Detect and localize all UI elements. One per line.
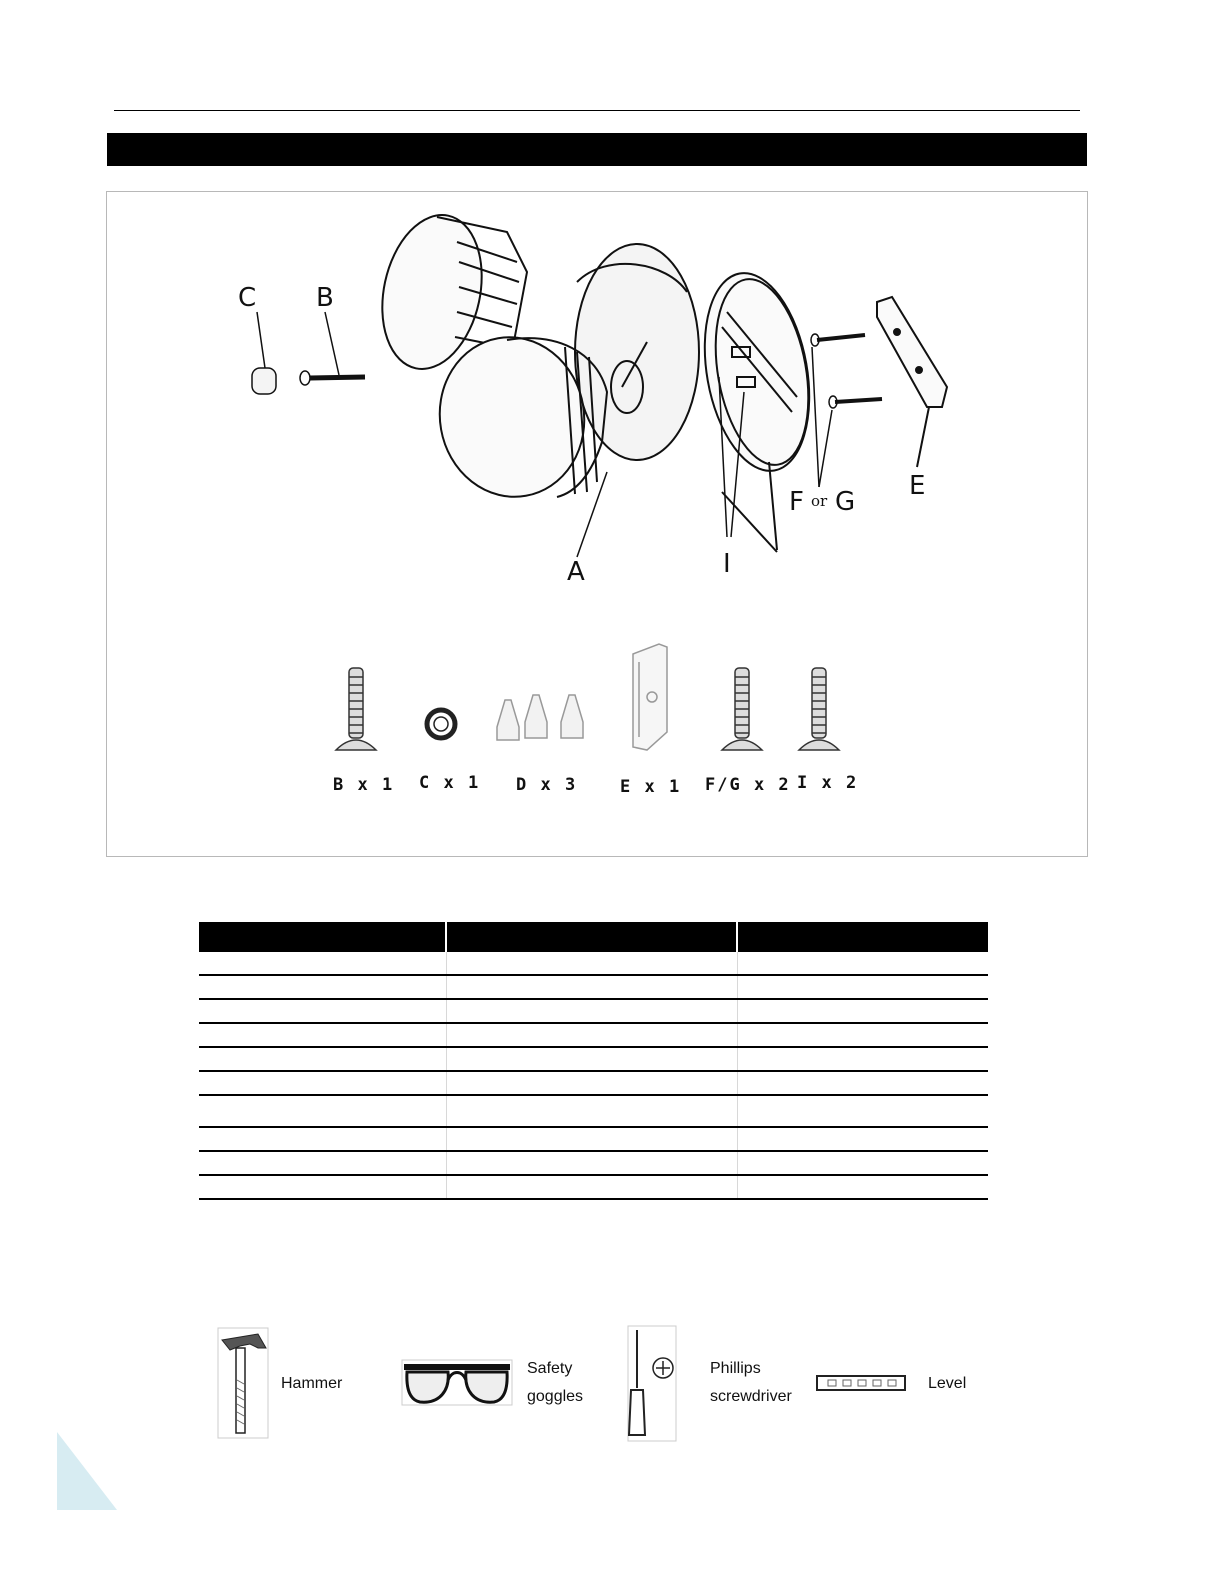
- fixture-a-drawing: [369, 206, 699, 509]
- qty-label-c: C x 1: [419, 773, 481, 793]
- level-icon: [817, 1376, 905, 1390]
- hardware-d-icon: [497, 695, 583, 740]
- table-row: [199, 975, 988, 999]
- qty-label-fg: F/G x 2: [705, 775, 791, 795]
- leader-a: [577, 472, 607, 557]
- callout-e: E: [909, 471, 926, 501]
- hardware-b-icon: [336, 668, 376, 750]
- hardware-c-icon: [427, 710, 455, 738]
- hardware-i-icon: [799, 668, 839, 750]
- hammer-icon: [218, 1328, 268, 1438]
- tool-label-goggles: Safety goggles: [527, 1360, 584, 1405]
- section-header-bar: [107, 133, 1087, 166]
- callout-a: A: [567, 557, 585, 587]
- safety-goggles-icon: [402, 1360, 512, 1405]
- table-row: [199, 1151, 988, 1175]
- screws-fg-drawing: [817, 335, 882, 402]
- table-row: [199, 1175, 988, 1199]
- tool-label-screwdriver: Phillips screwdriver: [710, 1360, 792, 1405]
- phillips-screwdriver-icon: [628, 1326, 676, 1441]
- corner-accent: [57, 1432, 117, 1512]
- exploded-view-drawing: [107, 192, 1089, 858]
- table-row: [199, 952, 988, 975]
- tool-label-level: Level: [928, 1375, 967, 1392]
- parts-table: [199, 922, 988, 1200]
- cap-c-drawing: [252, 312, 276, 394]
- callout-g: G: [835, 487, 856, 517]
- callout-or: or: [811, 492, 828, 510]
- parts-table-header: [199, 922, 988, 952]
- qty-label-e: E x 1: [620, 777, 682, 797]
- table-row: [199, 1127, 988, 1151]
- header-rule: [114, 110, 1080, 111]
- bolt-b-drawing: [300, 312, 365, 385]
- callout-f: F: [789, 487, 804, 517]
- tools-required: [0, 1320, 1225, 1450]
- table-row: [199, 1023, 988, 1047]
- qty-label-b: B x 1: [333, 775, 395, 795]
- callout-i: I: [723, 549, 731, 579]
- hardware-fg-icon: [722, 668, 762, 750]
- qty-label-d: D x 3: [516, 775, 578, 795]
- table-row: [199, 999, 988, 1023]
- qty-label-i: I x 2: [797, 773, 859, 793]
- bracket-e-drawing: [877, 297, 947, 467]
- tool-label-hammer: Hammer: [281, 1375, 343, 1392]
- parts-diagram: [106, 191, 1088, 857]
- table-row: [199, 1047, 988, 1071]
- table-row: [199, 1071, 988, 1095]
- callout-c: C: [238, 283, 257, 313]
- hardware-e-icon: [633, 644, 667, 750]
- callout-b: B: [316, 283, 334, 313]
- table-row: [199, 1095, 988, 1127]
